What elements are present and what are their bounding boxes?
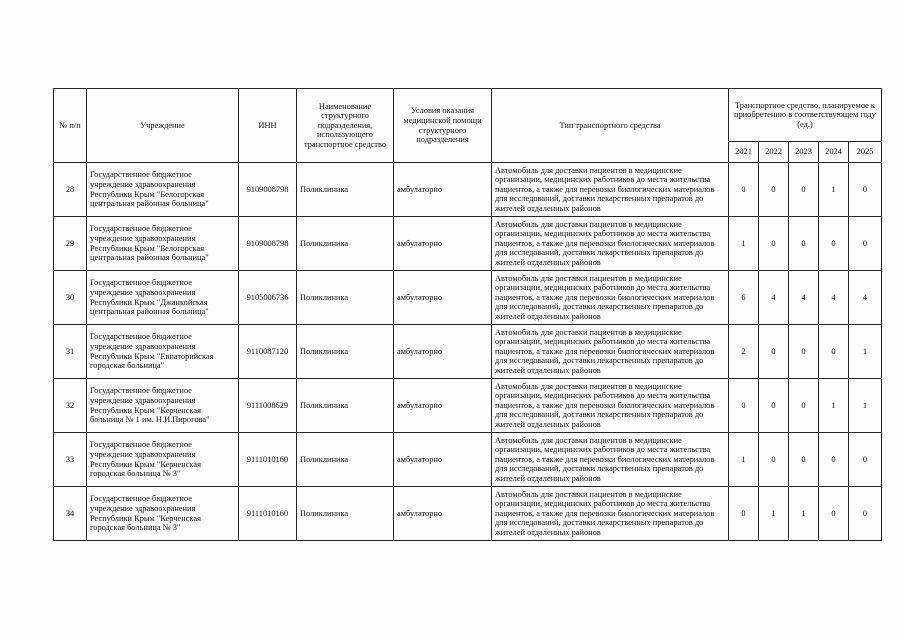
row-unit: Поликлиника: [297, 217, 394, 271]
header-institution: Учреждение: [87, 89, 239, 163]
row-year-value: 0: [819, 217, 849, 271]
row-year-value: 0: [819, 487, 849, 541]
row-unit: Поликлиника: [297, 487, 394, 541]
row-year-value: 0: [789, 325, 819, 379]
row-unit: Поликлиника: [297, 379, 394, 433]
row-institution: Государственное бюджетное учреждение здравоохранения Республики Крым "Джанкойская центральная районная больница": [87, 271, 239, 325]
row-year-value: 0: [759, 217, 789, 271]
row-conditions: амбулаторно: [394, 433, 492, 487]
row-year-value: 0: [819, 433, 849, 487]
row-inn: 9111010160: [239, 487, 297, 541]
row-conditions: амбулаторно: [394, 325, 492, 379]
row-year-value: 1: [789, 487, 819, 541]
row-year-value: 4: [789, 271, 819, 325]
row-conditions: амбулаторно: [394, 217, 492, 271]
row-year-value: 0: [759, 325, 789, 379]
table-row: [54, 163, 882, 217]
row-year-value: 1: [819, 163, 849, 217]
row-year-value: 0: [759, 433, 789, 487]
header-num: № п/п: [54, 89, 87, 163]
row-number: 29: [54, 217, 87, 271]
row-year-value: 0: [849, 163, 882, 217]
header-planned: Транспортное средство, планируемое к приобретению в соответствующем году (ед.): [729, 89, 882, 142]
row-conditions: амбулаторно: [394, 163, 492, 217]
table-row: [54, 217, 882, 271]
header-year: 2025: [849, 142, 882, 163]
row-institution: Государственное бюджетное учреждение здравоохранения Республики Крым "Евпаторийская городская больница": [87, 325, 239, 379]
row-vehicle-type: Автомобиль для доставки пациентов в медицинские организации, медицинских работников до места жительства пациентов, а также для перевозки биологических материалов для исследований, доставки лекарственных препаратов до жителей отдаленных районов: [492, 379, 729, 433]
header-year: 2023: [789, 142, 819, 163]
row-vehicle-type: Автомобиль для доставки пациентов в медицинские организации, медицинских работников до места жительства пациентов, а также для перевозки биологических материалов для исследований, доставки лекарственных препаратов до жителей отдаленных районов: [492, 487, 729, 541]
table-row: [54, 379, 882, 433]
row-number: 28: [54, 163, 87, 217]
row-year-value: 0: [759, 379, 789, 433]
row-unit: Поликлиника: [297, 163, 394, 217]
row-year-value: 0: [819, 325, 849, 379]
row-unit: Поликлиника: [297, 433, 394, 487]
header-year: 2022: [759, 142, 789, 163]
row-year-value: 0: [789, 163, 819, 217]
row-year-value: 0: [849, 217, 882, 271]
row-year-value: 1: [759, 487, 789, 541]
row-year-value: 0: [789, 433, 819, 487]
row-unit: Поликлиника: [297, 325, 394, 379]
row-year-value: 1: [849, 325, 882, 379]
row-institution: Государственное бюджетное учреждение здравоохранения Республики Крым "Керченская больница № 1 им. Н.И.Пирогова": [87, 379, 239, 433]
row-year-value: 2: [729, 325, 759, 379]
row-year-value: 0: [849, 487, 882, 541]
row-year-value: 0: [729, 379, 759, 433]
table-row: [54, 325, 882, 379]
row-year-value: 1: [729, 217, 759, 271]
header-unit: Наименование структурного подразделения, использующего транспортное средство: [297, 89, 394, 163]
row-year-value: 0: [759, 163, 789, 217]
row-year-value: 4: [849, 271, 882, 325]
row-institution: Государственное бюджетное учреждение здравоохранения Республики Крым "Белогорская центральная районная больница": [87, 217, 239, 271]
row-conditions: амбулаторно: [394, 379, 492, 433]
row-year-value: 1: [849, 379, 882, 433]
row-institution: Государственное бюджетное учреждение здравоохранения Республики Крым "Керченская городская больница № 3": [87, 433, 239, 487]
row-inn: 9111010160: [239, 433, 297, 487]
row-year-value: 0: [789, 217, 819, 271]
row-number: 30: [54, 271, 87, 325]
row-year-value: 0: [789, 379, 819, 433]
header-vehicle-type: Тип транспортного средства: [492, 89, 729, 163]
row-institution: Государственное бюджетное учреждение здравоохранения Республики Крым "Белогорская центральная районная больница": [87, 163, 239, 217]
row-year-value: 6: [729, 271, 759, 325]
row-number: 33: [54, 433, 87, 487]
table-row: [54, 433, 882, 487]
row-year-value: 0: [849, 433, 882, 487]
row-year-value: 0: [729, 487, 759, 541]
row-vehicle-type: Автомобиль для доставки пациентов в медицинские организации, медицинских работников до места жительства пациентов, а также для перевозки биологических материалов для исследований, доставки лекарственных препаратов до жителей отдаленных районов: [492, 217, 729, 271]
header-inn: ИНН: [239, 89, 297, 163]
row-year-value: 1: [729, 433, 759, 487]
header-conditions: Условия оказания медицинской помощи структурного подразделения: [394, 89, 492, 163]
row-conditions: амбулаторно: [394, 487, 492, 541]
table-row: [54, 487, 882, 541]
row-number: 34: [54, 487, 87, 541]
row-inn: 9105006736: [239, 271, 297, 325]
row-year-value: 4: [819, 271, 849, 325]
row-vehicle-type: Автомобиль для доставки пациентов в медицинские организации, медицинских работников до места жительства пациентов, а также для перевозки биологических материалов для исследований, доставки лекарственных препаратов до жителей отдаленных районов: [492, 163, 729, 217]
row-vehicle-type: Автомобиль для доставки пациентов в медицинские организации, медицинских работников до места жительства пациентов, а также для перевозки биологических материалов для исследований, доставки лекарственных препаратов до жителей отдаленных районов: [492, 271, 729, 325]
table-row: [54, 271, 882, 325]
row-institution: Государственное бюджетное учреждение здравоохранения Республики Крым "Керченская городская больница № 3": [87, 487, 239, 541]
row-vehicle-type: Автомобиль для доставки пациентов в медицинские организации, медицинских работников до места жительства пациентов, а также для перевозки биологических материалов для исследований, доставки лекарственных препаратов до жителей отдаленных районов: [492, 325, 729, 379]
row-year-value: 0: [729, 163, 759, 217]
row-year-value: 4: [759, 271, 789, 325]
row-inn: 9110087120: [239, 325, 297, 379]
row-inn: 9111008629: [239, 379, 297, 433]
row-vehicle-type: Автомобиль для доставки пациентов в медицинские организации, медицинских работников до места жительства пациентов, а также для перевозки биологических материалов для исследований, доставки лекарственных препаратов до жителей отдаленных районов: [492, 433, 729, 487]
row-conditions: амбулаторно: [394, 271, 492, 325]
row-number: 32: [54, 379, 87, 433]
header-year: 2024: [819, 142, 849, 163]
row-inn: 9109008798: [239, 163, 297, 217]
row-number: 31: [54, 325, 87, 379]
row-inn: 9109008798: [239, 217, 297, 271]
row-unit: Поликлиника: [297, 271, 394, 325]
header-year: 2021: [729, 142, 759, 163]
vehicle-plan-table: [53, 88, 882, 541]
row-year-value: 1: [819, 379, 849, 433]
